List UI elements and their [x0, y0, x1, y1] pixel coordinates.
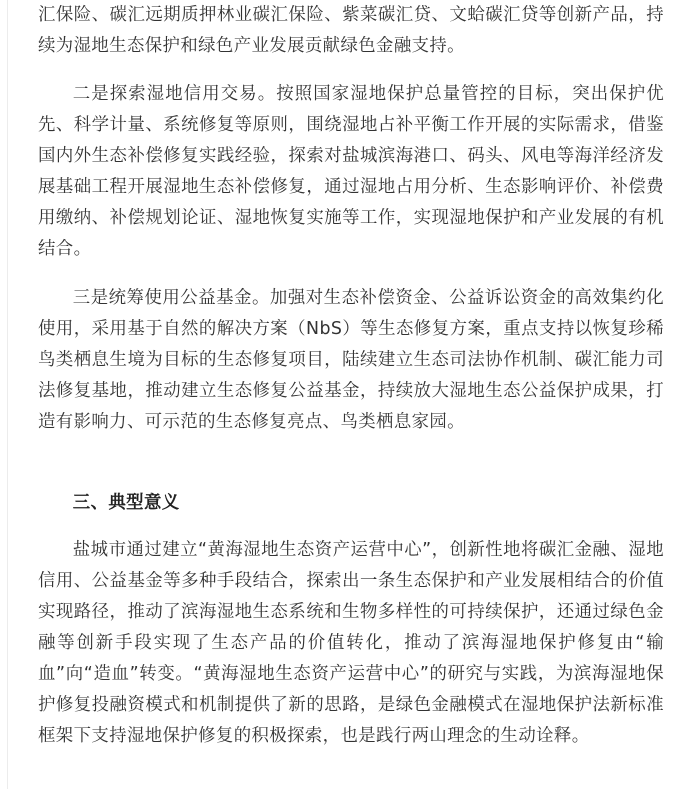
paragraph-typical-significance: 盐城市通过建立“黄海湿地生态资产运营中心”，创新性地将碳汇金融、湿地信用、公益基金等多种手段结合，探索出一条生态保护和产业发展相结合的价值实现路径，推动了滨海湿地生态系统和生物多样性的可持续保护，还通过绿色金融等创新手段实现了生态产品的价值转化，推动了滨海湿地保护修复由“输血”向“造血”转变。“黄海湿地生态资产运营中心”的研究与实践，为滨海湿地保护修复投融资模式和机制提供了新的思路，是绿色金融模式在湿地保护法新标准框架下支持湿地保护修复的积极探索，也是践行两山理念的生动诠释。	[38, 540, 664, 746]
paragraph-public-welfare-fund: 三是统筹使用公益基金。加强对生态补偿资金、公益诉讼资金的高效集约化使用，采用基于自然的解决方案（NbS）等生态修复方案，重点支持以恢复珍稀鸟类栖息生境为目标的生态修复项目，陆续建立生态司法协作机制、碳汇能力司法修复基地，推动建立生态修复公益基金，持续放大湿地生态公益保护成果，打造有影响力、可示范的生态修复亮点、鸟类栖息家园。	[38, 288, 664, 432]
article-frame	[8, 0, 694, 789]
section-heading-significance: 三、典型意义	[72, 493, 180, 513]
paragraph-green-finance-continued: 汇保险、碳汇远期质押林业碳汇保险、紫菜碳汇贷、文蛤碳汇贷等创新产品，持续为湿地生态保护和绿色产业发展贡献绿色金融支持。	[38, 5, 664, 56]
paragraph-wetland-credit-trading: 二是探索湿地信用交易。按照国家湿地保护总量管控的目标，突出保护优先、科学计量、系统修复等原则，围绕湿地占补平衡工作开展的实际需求，借鉴国内外生态补偿修复实践经验，探索对盐城滨海港口、码头、风电等海洋经济发展基础工程开展湿地生态补偿修复，通过湿地占用分析、生态影响评价、补偿费用缴纳、补偿规划论证、湿地恢复实施等工作，实现湿地保护和产业发展的有机结合。	[38, 84, 664, 259]
